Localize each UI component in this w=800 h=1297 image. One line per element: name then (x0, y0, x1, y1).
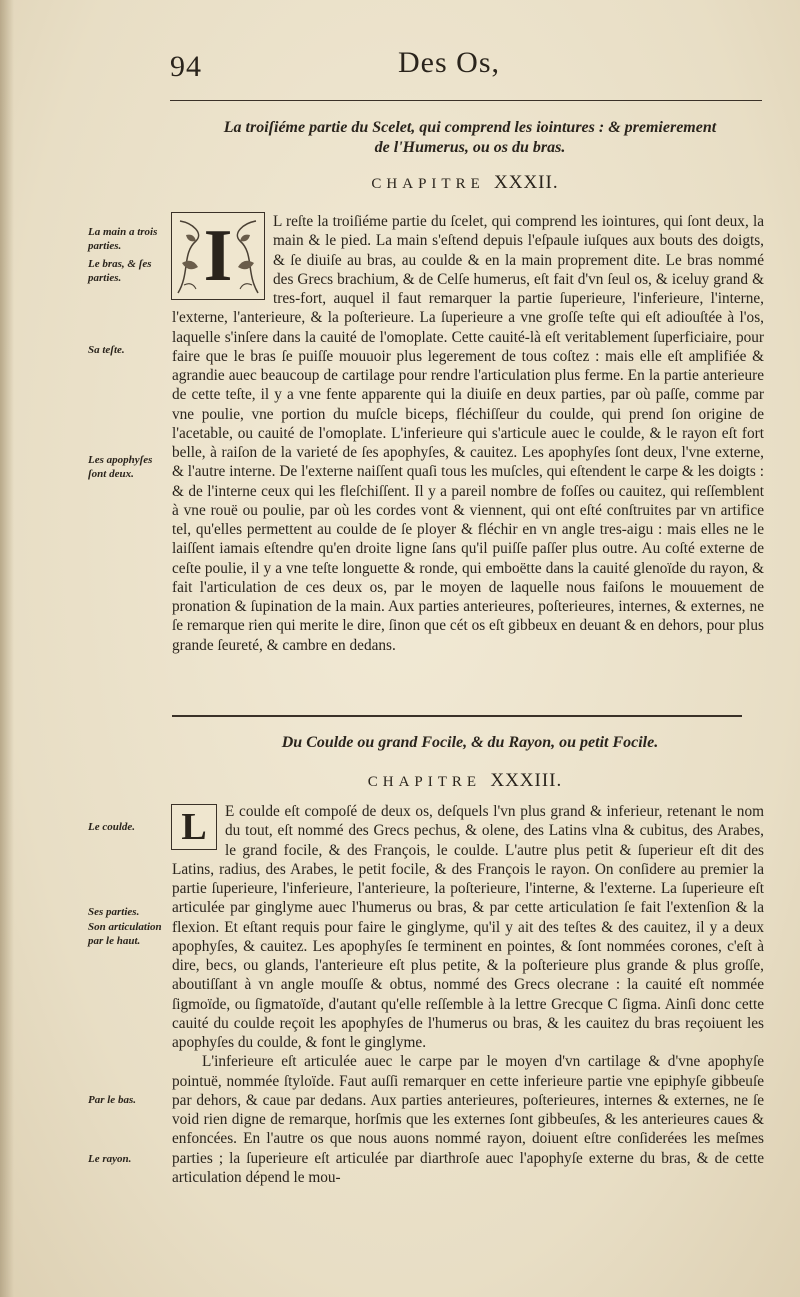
chapter-33-paragraph-2 (172, 1052, 764, 1187)
page-edge-shadow (0, 0, 14, 1297)
chapter-33-paragraph-2-text: L'inferieure eſt articulée auec le carpe par le moyen d'vn cartilage & d'vne apophyſe pointuë, nommée ſtyloïde. Faut auſſi remarquer en cette inferieure partie vne epiphyſe gibbeuſe par dehors, & caue par dedans. Aux parties anterieures, poſterieures, internes & externes, ne ſe void rien digne de remarque, horſmis que les externes ſont gibbeuſes, & les anterieures caues & enfoncées. En l'autre os que nous auons nommé rayon, doiuent eſtre conſiderées les meſmes parties ; la ſuperieure eſt articulée par diarthroſe auec l'apophyſe externe du bras, & de cette articulation dépend le mou- (172, 1053, 764, 1186)
ornamental-initial-i (171, 212, 265, 300)
margin-note-teste: Sa teſte. (88, 344, 125, 356)
section-title-2: Du Coulde ou grand Focile, & du Rayon, ou petit Focile. (281, 734, 659, 751)
margin-note-articulation: Son articulation par le haut. (88, 921, 162, 947)
chapter-33-paragraph-1: E coulde eſt compoſé de deux os, deſquels l'vn plus grand & inferieur, retenant le nom du tout, eſt nommé des Grecs pechus, & olene, des Latins vlna & cubitus, des Arabes, le grand focile, & des François, le coulde. L'autre plus petit & ſuperieur eſt dit des Latins, radius, des Arabes, le petit focile, & des François le rayon. On conſidere au premier la partie ſuperieure, l'inferieure, l'anterieure, la poſterieure, l'interne, & l'externe. La ſuperieure eſt articulée par ginglyme auec l'humerus ou bras, & par cette articulation ſe fait l'extenſion & la flexion. Et eſtant requis pour faire le ginglyme, qu'il y ait des teſtes & des cauitez, il y a deux apophyſes, & cauitez. Les apophyſes ſe terminent en pointes, & ſont nommées corones, c'eſt à dire, becs, ou glands, l'anterieure eſt plus petite, & la poſterieure plus grande & plus groſſe, aboutiſſant à vn angle mouſſe & obtus, nommé des Grecs olecrane : la cauité eſt nommée ſigmoïde, ou ſigmatoïde, d'autant qu'elle reſſemble à la lettre Grecque C ſigma. Ainſi donc cette cauité du coulde reçoit les apophyſes de l'humerus ou bras, & les cauitez du bras reçoiuent les apophyſes du coulde, & font le ginglyme. (172, 803, 764, 1051)
section-title-1-line2: de l'Humerus, ou os du bras. (374, 139, 566, 156)
chapter-32-body (172, 212, 764, 655)
page-number: 94 (170, 50, 202, 83)
section-divider-rule (172, 715, 742, 717)
chapter-label-2: CHAPITRE (367, 774, 482, 790)
header-rule (170, 100, 762, 101)
section-title-1 (180, 118, 760, 158)
chapter-32-paragraph: L reſte la troiſiéme partie du ſcelet, qui comprend les iointures, qui ſont deux, la main & le pied. La main s'eſtend depuis l'eſpaule iuſques aux bouts des doigts, & ſe diuiſe au bras, au coulde & en la main proprement dite. Le bras nommé des Grecs brachium, & de Celſe humerus, eſt fait d'vn ſeul os, & iceluy grand & tres-fort, auquel il faut remarquer la partie ſuperieure, l'inferieure, l'interne, l'externe, l'anterieure, & la poſterieure. La ſuperieure a vne groſſe teſte qui eſt adiouſtée à l'os, laquelle s'inſere dans la cauité de l'omoplate. Cette cauité-là eſt veritablement ſuperficiaire, pour faire que le bras ſe puiſſe mouuoir plus legerement de tous coſtez : mais elle eſt amplifiée & agrandie auec beaucoup de cartilage pour rendre l'articulation plus ferme. En la partie anterieure de cette teſte, il y a vne fente apparente qui la diuiſe en deux parties, par où paſſe, comme par vne poulie, vne portion du muſcle biceps, fléchiſſeur du coulde, qui prend ſon origine de l'acetable, ou cauité de l'omoplate. L'inferieure qui s'articule auec le coulde, & le rayon eſt fort belle, à raiſon de la varieté de ſes apophyſes, & cauitez. Les apophyſes ſont deux, l'vne externe, & l'autre interne. De l'externe naiſſent quaſi tous les muſcles, qui eſtendent le carpe & les doigts : & de l'interne ceux qui les fleſchiſſent. Il y a pareil nombre de foſſes ou cauitez, qui reſſemblent à vne rouë ou poulie, par où les cordes vont & viennent, qui ont eſté conſtruites par vn artifice tel, qu'elles permettent au coulde de ſe ployer & fléchir en vn angle tres-aigu : mais elles ne le laiſſent iamais eſtendre qu'en droite ligne ſans qu'il puiſſe paſſer plus outre. Au coſté externe de ceſte poulie, il y a vne teſte longuette & ronde, qui emboëtte dans la cauité glenoïde du rayon, & fait l'articulation de ces deux os, par le moyen de laquelle nous faiſons le mouuement de pronation & ſupination de la main. Aux parties anterieures, poſterieures, internes, & externes, ne ſe remarque rien qui merite le dire, ſinon que cét os eſt gibbeux en deuant & en dehors, pour plus grande ſeureté, & cambre en dedans. (172, 213, 764, 654)
section-title-1-line1: La troiſiéme partie du Scelet, qui comprend les iointures : & premierement (223, 119, 717, 136)
chapter-label-1: CHAPITRE (371, 176, 485, 192)
margin-note-apophyses: Les apophyſes ſont deux. (88, 454, 153, 480)
chapter-number-1: XXXII. (494, 172, 559, 193)
running-head (170, 42, 760, 92)
dropcap-letter-1: I (203, 215, 233, 297)
chapter-heading-2 (170, 770, 760, 792)
chapter-33-body (172, 802, 764, 1187)
margin-note-coulde: Le coulde. (88, 821, 136, 833)
margin-note-bras: Le bras, & ſes parties. (88, 258, 152, 284)
margin-note-main: La main a trois parties. (88, 226, 158, 252)
chapter-heading-1 (170, 172, 760, 194)
margin-note-bas: Par le bas. (88, 1094, 136, 1106)
chapter-number-2: XXXIII. (490, 770, 563, 791)
margin-note-rayon: Le rayon. (88, 1153, 132, 1165)
dropcap-letter-2: L (181, 806, 207, 848)
ornamental-initial-l (171, 804, 217, 850)
running-title: Des Os, (398, 46, 500, 79)
margin-note-parties: Ses parties. (88, 906, 140, 918)
